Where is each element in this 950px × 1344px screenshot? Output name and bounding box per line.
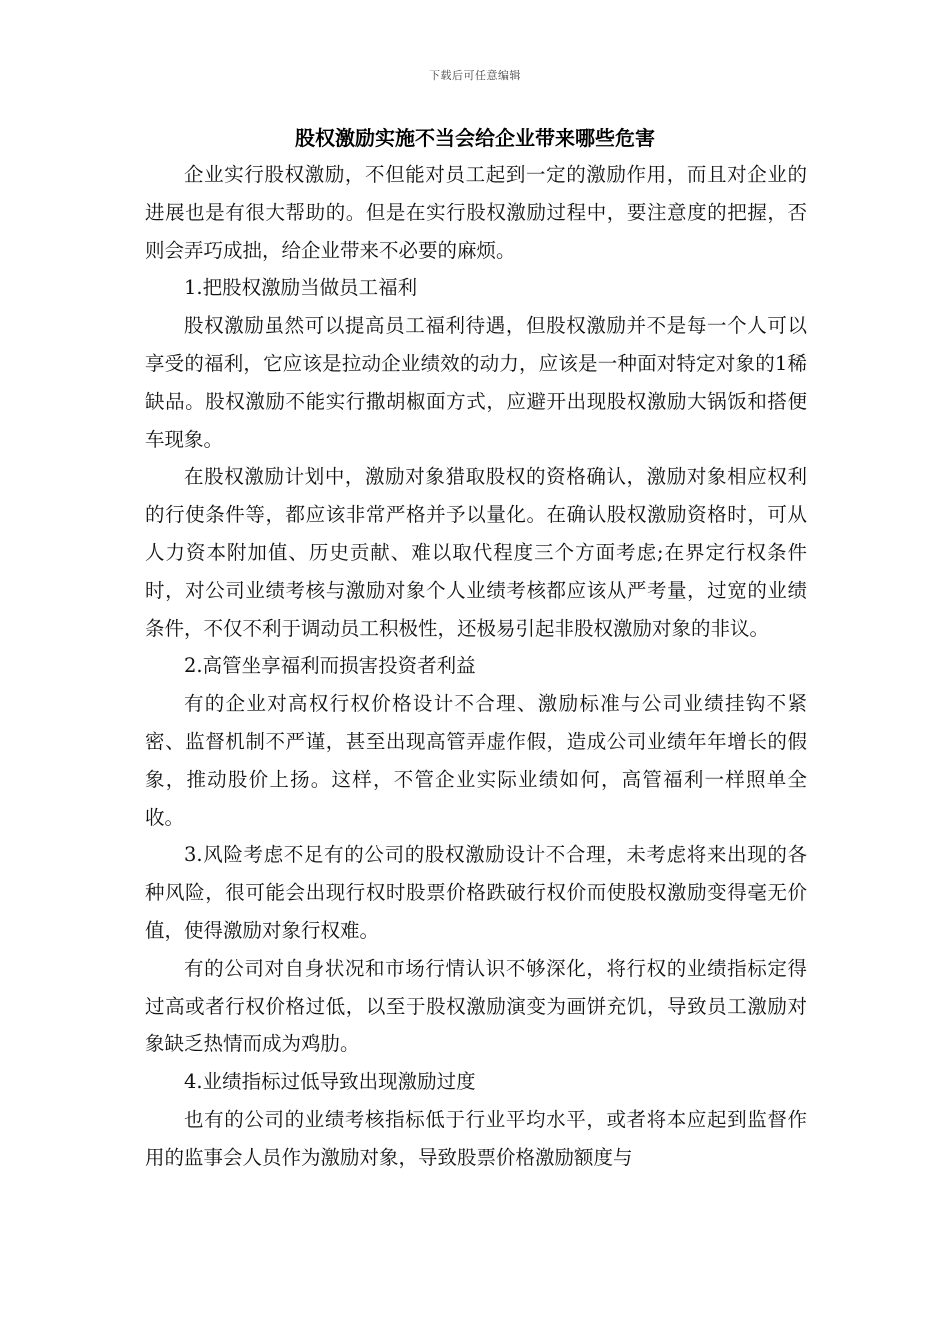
paragraph: 有的企业对高权行权价格设计不合理、激励标准与公司业绩挂钩不紧密、监督机制不严谨，甚至出现高管弄虚作假，造成公司业绩年年增长的假象，推动股价上扬。这样，不管企业实际业绩如何，高管福利一样照单全收。: [145, 692, 807, 829]
paragraph: 股权激励虽然可以提高员工福利待遇，但股权激励并不是每一个人可以享受的福利，它应该是拉动企业绩效的动力，应该是一种面对特定对象的1稀缺品。股权激励不能实行撒胡椒面方式，应避开出现股权激励大锅饭和搭便车现象。: [145, 314, 807, 451]
section-heading-2: 2.高管坐享福利而损害投资者利益: [184, 654, 476, 678]
paragraph: 有的公司对自身状况和市场行情认识不够深化，将行权的业绩指标定得过高或者行权价格过低，以至于股权激励演变为画饼充饥，导致员工激励对象缺乏热情而成为鸡肋。: [145, 956, 807, 1056]
section-heading-4: 4.业绩指标过低导致出现激励过度: [184, 1070, 476, 1094]
document-body: [145, 156, 807, 1177]
paragraph-intro: 企业实行股权激励，不但能对员工起到一定的激励作用，而且对企业的进展也是有很大帮助的。但是在实行股权激励过程中，要注意度的把握，否则会弄巧成拙，给企业带来不必要的麻烦。: [145, 163, 807, 262]
paragraph: 也有的公司的业绩考核指标低于行业平均水平，或者将本应起到监督作用的监事会人员作为激励对象，导致股票价格激励额度与: [145, 1107, 807, 1169]
document-title: 股权激励实施不当会给企业带来哪些危害: [295, 126, 655, 150]
header-note: 下载后可任意编辑: [429, 69, 521, 82]
section-heading-1: 1.把股权激励当做员工福利: [184, 276, 418, 300]
paragraph: 在股权激励计划中，激励对象猎取股权的资格确认，激励对象相应权利的行使条件等，都应该非常严格并予以量化。在确认股权激励资格时，可从人力资本附加值、历史贡献、难以取代程度三个方面考虑;在界定行权条件时，对公司业绩考核与激励对象个人业绩考核都应该从严考量，过宽的业绩条件，不仅不利于调动员工积极性，还极易引起非股权激励对象的非议。: [145, 465, 807, 640]
section-heading-3-paragraph: 3.风险考虑不足有的公司的股权激励设计不合理，未考虑将来出现的各种风险，很可能会出现行权时股票价格跌破行权价而使股权激励变得毫无价值，使得激励对象行权难。: [145, 843, 807, 942]
